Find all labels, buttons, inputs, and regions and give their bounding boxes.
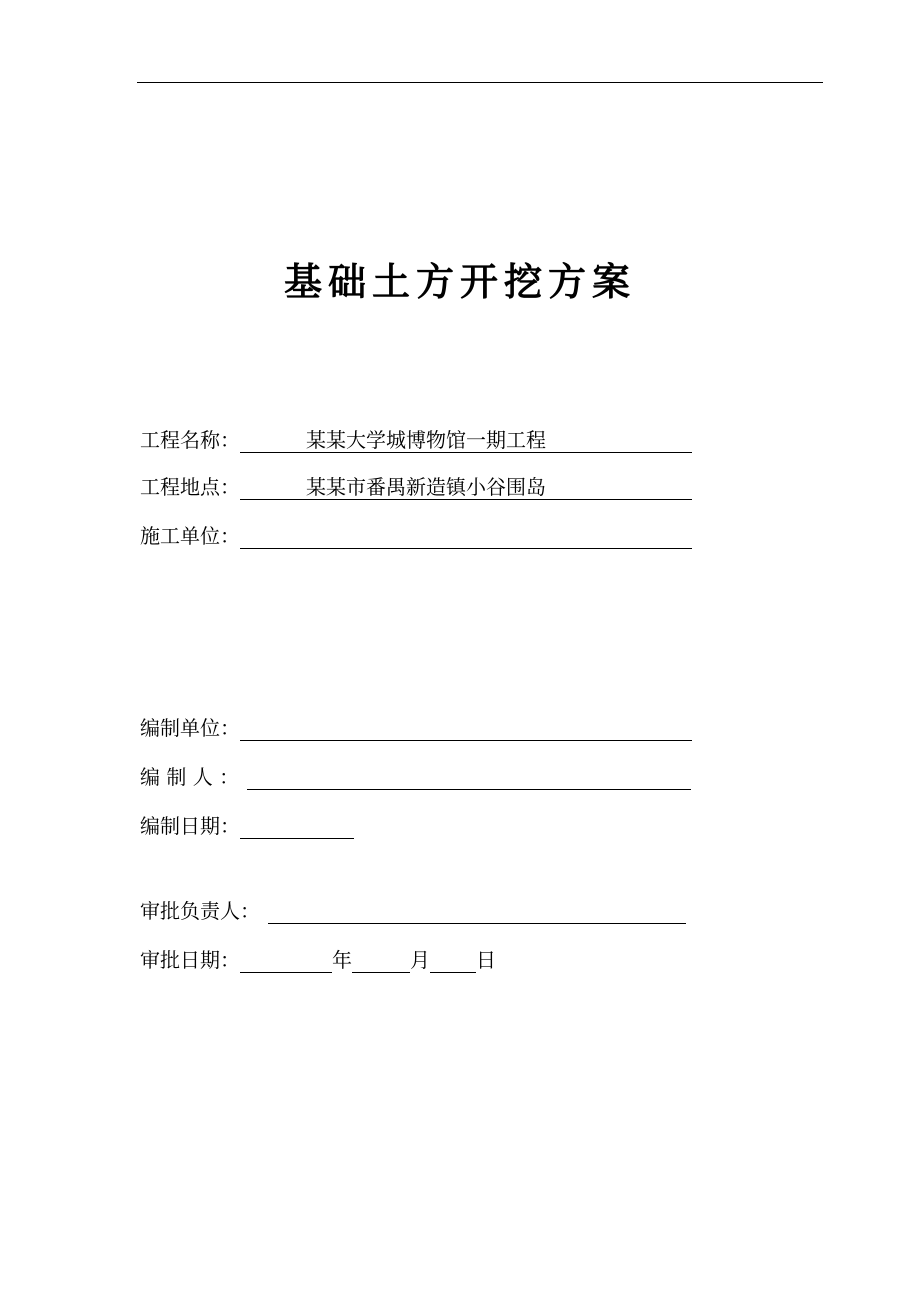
compiler-field[interactable] bbox=[247, 764, 691, 790]
approver-field[interactable] bbox=[268, 898, 686, 924]
project-location-label: 工程地点： bbox=[140, 475, 240, 499]
construction-unit-row bbox=[140, 519, 692, 549]
approval-date-label: 审批日期： bbox=[140, 948, 240, 972]
document-title: 基础土方开挖方案 bbox=[283, 259, 636, 304]
project-name-row bbox=[140, 423, 692, 453]
compiling-unit-label: 编制单位： bbox=[140, 716, 240, 740]
construction-unit-label: 施工单位： bbox=[140, 524, 240, 548]
project-location-value: 某某市番禺新造镇小谷围岛 bbox=[306, 475, 546, 499]
approval-year-suffix: 年 bbox=[332, 948, 352, 972]
approval-date-row bbox=[140, 943, 496, 973]
approval-day-field[interactable] bbox=[430, 947, 476, 973]
approver-label: 审批负责人： bbox=[140, 899, 260, 923]
project-location-field[interactable] bbox=[240, 474, 692, 500]
project-name-field[interactable] bbox=[240, 427, 692, 453]
compile-date-field[interactable] bbox=[240, 813, 354, 839]
compiling-unit-field[interactable] bbox=[240, 715, 692, 741]
project-location-row bbox=[140, 470, 692, 500]
construction-unit-field[interactable] bbox=[240, 523, 692, 549]
compile-date-row bbox=[140, 809, 354, 839]
approval-month-field[interactable] bbox=[352, 947, 410, 973]
header-rule bbox=[137, 82, 823, 83]
compiler-row bbox=[140, 760, 691, 790]
compiler-label: 编 制 人 ： bbox=[140, 765, 240, 789]
approver-row bbox=[140, 894, 686, 924]
approval-day-suffix: 日 bbox=[476, 948, 496, 972]
approval-month-suffix: 月 bbox=[410, 948, 430, 972]
approval-year-field[interactable] bbox=[240, 947, 332, 973]
compile-date-label: 编制日期： bbox=[140, 814, 240, 838]
compiling-unit-row bbox=[140, 711, 692, 741]
project-name-value: 某某大学城博物馆一期工程 bbox=[306, 428, 546, 452]
project-name-label: 工程名称： bbox=[140, 428, 240, 452]
